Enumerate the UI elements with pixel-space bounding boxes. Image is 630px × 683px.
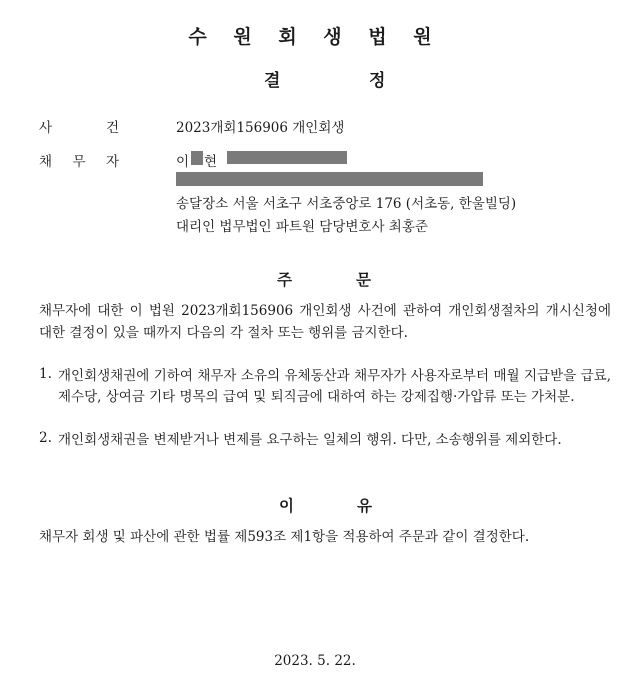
order-item-number: 1. — [39, 366, 52, 382]
redaction-bar — [176, 172, 483, 186]
redaction-bar — [227, 151, 347, 164]
title-part-2: 정 — [369, 71, 386, 91]
redaction-bar — [191, 151, 203, 165]
order-item-number: 2. — [39, 430, 52, 446]
debtor-address: 송달장소 서울 서초구 서초중앙로 176 (서초동, 한울빌딩) — [176, 196, 517, 212]
order-text: 채무자에 대한 이 법원 2023개회156906 개인회생 사건에 관하여 개인회생절차의 개시신청에 대한 결정이 있을 때까지 다음의 각 절차 또는 행위를 금지한다. — [39, 303, 611, 341]
order-heading-1: 주 — [277, 270, 292, 289]
debtor-name-last: 현 — [204, 154, 218, 170]
decision-date: 2023. 5. 22. — [274, 653, 356, 669]
reason-heading-2: 유 — [357, 496, 372, 515]
case-label: 사 건 — [39, 120, 119, 136]
reason-heading-1: 이 — [279, 496, 294, 515]
order-heading-2: 문 — [356, 270, 371, 289]
order-item-text: 개인회생채권을 변제받거나 변제를 요구하는 일체의 행위. 다만, 소송행위를 제외한다. — [58, 432, 562, 448]
reason-text: 채무자 회생 및 파산에 관한 법률 제593조 제1항을 적용하여 주문과 같이 결정한다. — [39, 529, 530, 545]
debtor-label: 채 무 자 — [39, 154, 119, 170]
debtor-name-first: 이 — [176, 154, 190, 170]
court-name: 수 원 회 생 법 원 — [188, 26, 442, 48]
debtor-representative: 대리인 법무법인 파트원 담당변호사 최홍준 — [176, 219, 428, 235]
title-part-1: 결 — [264, 71, 281, 91]
case-number: 2023개회156906 개인회생 — [176, 120, 345, 136]
order-item-text: 개인회생채권에 기하여 채무자 소유의 유체동산과 채무자가 사용자로부터 매월 지급받을 급료, 제수당, 상여금 기타 명목의 급여 및 퇴직금에 대하여 하는 강제집행·가압류 또는 가처분. — [58, 368, 611, 405]
